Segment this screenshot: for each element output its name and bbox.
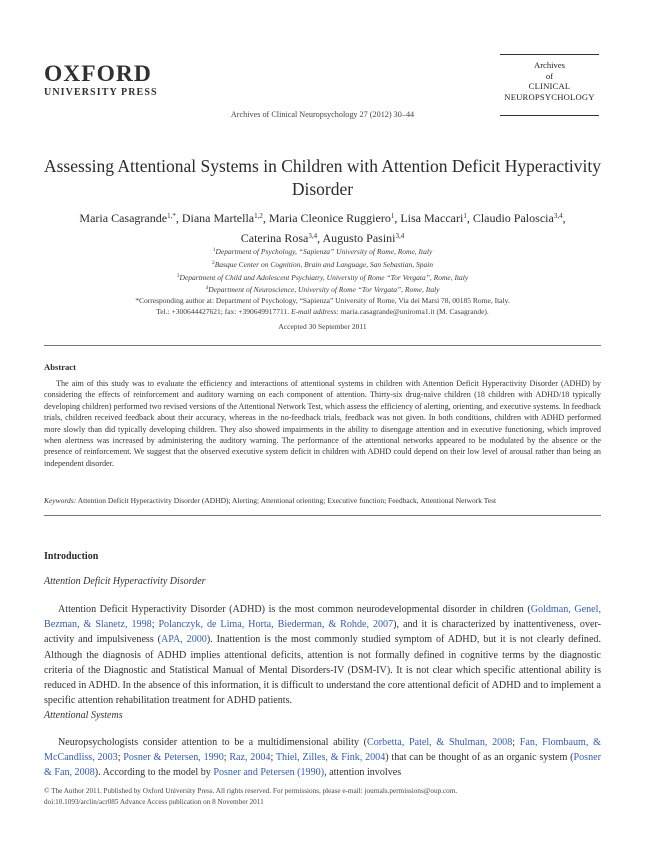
email-label: E-mail address: <box>290 306 339 316</box>
affiliation-num: 4 <box>205 285 209 292</box>
paragraph-text: ; <box>151 619 159 631</box>
affiliation-text: Department of Neuroscience, University of Rome “Tor Vergata”, Rome, Italy <box>208 285 440 295</box>
author-name[interactable]: Maria Cleonice Ruggiero <box>268 211 391 225</box>
abstract-text: The aim of this study was to evaluate the efficiency and interactions of attentional systems in children with Attention Deficit Hyperactivity Disorder (ADHD) by considering the effects of reinforcement and auditory warning on each component of attention. Thirty-six drug-naïve children (18 children with ADHD/18 typically developing children) performed two revised versions of the Attentional Network Test, which assess the efficiency of alerting, orienting, and executive systems. In feedback trials, children received feedback about their accuracy, whereas in the no-feedback trials, feedback was not given. In both conditions, children with ADHD performed more slowly than did typically developing children. They also showed impairments in the ability to disengage attention and in executive functioning, which improved when alertness was increased by administering the auditory warning. The performance of the attentional networks appeared to be modulated by the absence or the presence of reinforcement. We suggest that the observed executive system deficit in children with ADHD could depend on their low level of arousal rather than being an independent disorder. <box>44 379 601 468</box>
affiliation-num: 2 <box>211 259 215 266</box>
publisher-logo <box>44 62 162 99</box>
affiliation-num: 1 <box>212 247 216 253</box>
reference-link[interactable]: Posner & Fan, 2008 <box>44 752 601 779</box>
reference-link[interactable]: Polanczyk, de Lima, Horta, Biederman, & Rohde, 2007 <box>158 619 394 631</box>
author-sup: 1 <box>390 212 395 220</box>
journal-logo <box>500 54 599 116</box>
journal-logo-top-rule <box>500 54 599 55</box>
reference-link[interactable]: Fan, Flombaum, & McCandliss, 2003 <box>44 737 601 764</box>
paragraph-text: ; <box>223 752 230 764</box>
correspondence-email[interactable]: maria.casagrande@uniroma1.it (M. Casagrande). <box>338 306 489 316</box>
publisher-name: OXFORD <box>44 61 152 87</box>
paragraph-adhd <box>44 602 601 708</box>
paragraph-text: ) that can be thought of as an organic system ( <box>385 752 574 764</box>
abstract-heading: Abstract <box>44 362 76 372</box>
author-sup: 1,* <box>167 212 176 220</box>
affiliation <box>60 271 585 284</box>
publisher-subtitle: UNIVERSITY PRESS <box>44 87 158 98</box>
author-sup: 1,2 <box>254 212 263 220</box>
reference-link[interactable]: APA, 2000 <box>161 634 207 646</box>
keywords-text: Attention Deficit Hyperactivity Disorder (ADHD); Alerting; Attentional orienting; Executive function; Feedback, Attentional Network Test <box>77 496 497 505</box>
correspondence-address: *Corresponding author at: Department of Psychology, “Sapienza” University of Rome, Via dei Marsi 78, 00185 Rome, Italy. <box>135 296 510 305</box>
reference-link[interactable]: Thiel, Zilles, & Fink, 2004 <box>275 752 386 764</box>
paragraph-text: Neuropsychologists consider attention to be a multidimensional ability ( <box>58 737 368 748</box>
paragraph-text: ; <box>512 737 520 748</box>
introduction-heading: Introduction <box>44 551 99 562</box>
page-footer <box>44 786 601 808</box>
author-list: Maria Casagrande$^{1,*}$, Diana Martella$^{1,2}$, Maria Cleonice Ruggiero$^1$, Lisa Maccari$^1$, Claudio Paloscia$^{3,4}$, Caterina Rosa$^{3,4}$, Augusto Pasini$^{3,4}$ <box>79 211 566 245</box>
journal-logo-text <box>500 60 599 102</box>
reference-link[interactable]: Posner and Petersen (1990) <box>213 767 325 779</box>
article-title: Assessing Attentional Systems in Children with Attention Deficit Hyperactivity Disorder <box>43 156 602 199</box>
journal-logo-line: Archives <box>533 60 566 70</box>
journal-logo-line: of <box>545 70 554 81</box>
affiliation <box>60 283 585 296</box>
abstract-bottom-rule <box>44 515 601 516</box>
affiliation-text: Department of Child and Adolescent Psychiatry, University of Rome “Tor Vergata”, Rome, Italy <box>179 272 469 282</box>
reference-link[interactable]: Posner & Petersen, 1990 <box>123 752 224 764</box>
paragraph-attentional-systems <box>44 735 601 781</box>
journal-citation: Archives of Clinical Neuropsychology 27 (2012) 30–44 <box>230 110 415 119</box>
paragraph-text: , attention involves <box>324 767 402 779</box>
keywords <box>44 496 601 505</box>
author-name[interactable]: Lisa Maccari <box>400 211 464 225</box>
journal-logo-line: CLINICAL <box>528 81 571 91</box>
correspondence-phone: Tel.: +300644427621; fax: +390649917711. <box>156 306 291 316</box>
affiliation <box>60 258 585 271</box>
affiliation <box>60 245 585 258</box>
affiliation-text: Basque Center on Cognition, Brain and Language, San Sebastian, Spain <box>214 259 434 269</box>
author-sup: 3,4 <box>553 212 563 220</box>
paragraph-text: ). According to the model by <box>94 767 214 779</box>
correspondence <box>60 296 585 318</box>
paragraph-text: ; <box>270 752 276 764</box>
reference-link[interactable]: Raz, 2004 <box>229 752 271 764</box>
subsection-heading-attentional-systems: Attentional Systems <box>44 710 123 721</box>
paragraph-text: ; <box>117 752 124 764</box>
paragraph-text: ). Inattention is the most commonly studied symptom of ADHD, but it is not clearly defined. Although the diagnosis of ADHD implies attentional deficits, attention is not formally defined in cognitive terms by the diagnostic criteria of the Diagnostic and Statistical Manual of Mental Disorders-IV (DSM-IV). It is not clear which specific attentional ability is reduced in ADHD. In the absence of this information, it is difficult to understand the core attentional deficit of ADHD and to implement a specific attention rehabilitation treatment for ADHD patients. <box>44 634 601 707</box>
author-sup: 1 <box>463 212 467 220</box>
author-name[interactable]: Augusto Pasini <box>322 230 396 245</box>
author-sup: 3,4 <box>308 231 318 240</box>
keywords-label: Keywords: <box>44 496 77 505</box>
reference-link[interactable]: Goldman, Genel, Bezman, & Slanetz, 1998 <box>44 604 601 631</box>
affiliation-text: Department of Psychology, “Sapienza” University of Rome, Rome, Italy <box>215 247 433 256</box>
subsection-heading-adhd: Attention Deficit Hyperactivity Disorder <box>44 576 206 587</box>
reference-link[interactable]: Corbetta, Patel, & Shulman, 2008 <box>367 737 513 748</box>
author-name[interactable]: Maria Casagrande <box>79 211 168 225</box>
affiliation-list <box>60 245 585 296</box>
author-name[interactable]: Caterina Rosa <box>240 230 309 245</box>
correspondence-contact <box>60 307 585 318</box>
copyright-line: © The Author 2011. Published by Oxford University Press. All rights reserved. For permissions, please e-mail: journals.permissions@oup.com. <box>44 787 458 795</box>
doi-line: doi:10.1093/arclin/acr085 Advance Access publication on 8 November 2011 <box>44 797 264 806</box>
abstract-top-rule <box>44 345 601 346</box>
paragraph-text: ), and it is characterized by inattentiveness, over-activity and impulsiveness ( <box>44 619 602 646</box>
author-name[interactable]: Diana Martella <box>181 211 255 225</box>
affiliation-num: 3 <box>176 272 180 279</box>
journal-logo-line: NEUROPSYCHOLOGY <box>504 91 595 102</box>
paragraph-text: Attention Deficit Hyperactivity Disorder (ADHD) is the most common neurodevelopmental disorder in children ( <box>58 604 531 615</box>
author-sup: 3,4 <box>395 231 405 240</box>
author-name[interactable]: Claudio Paloscia <box>472 211 554 225</box>
accepted-date: Accepted 30 September 2011 <box>278 322 367 331</box>
